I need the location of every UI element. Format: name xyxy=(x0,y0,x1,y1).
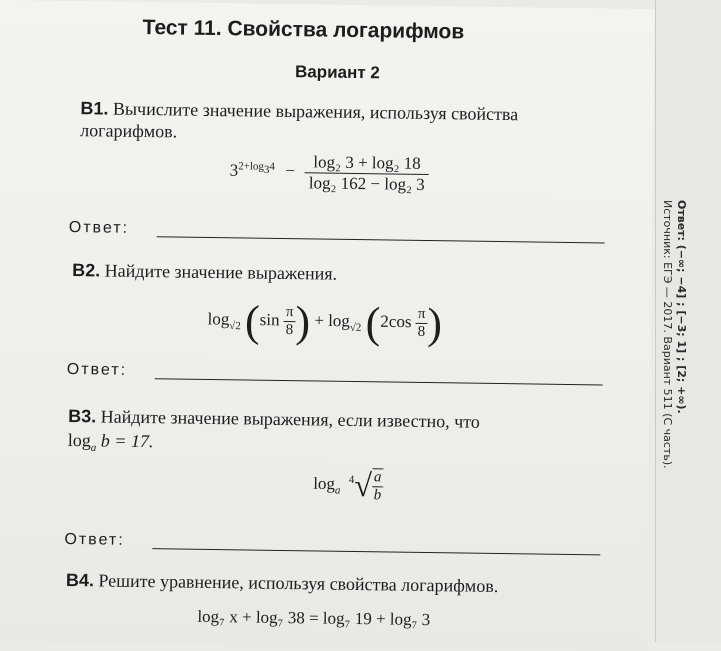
b2-log-1: log xyxy=(207,309,230,329)
side-note-source: Источник: ЕГЭ — 2017. Вариант 511 (С часть). xyxy=(661,200,674,469)
b3-given-log: log xyxy=(67,429,92,451)
task-b2-label: В2. xyxy=(72,260,101,281)
answer-field-b2[interactable] xyxy=(155,378,603,385)
task-b1-expression xyxy=(229,151,429,195)
b2-plus: + xyxy=(314,310,325,330)
task-b4-label: В4. xyxy=(65,569,95,591)
b3-a: a xyxy=(373,468,382,485)
answer-label-b1: Ответ: xyxy=(68,218,130,237)
b3-given-tail: b = 17. xyxy=(100,430,154,452)
b3-radical: √ xyxy=(353,466,373,504)
b1-exp-tail: 4 xyxy=(269,160,276,173)
b1-fraction xyxy=(305,152,429,195)
task-b3-statement: Найдите значение выражения, если известно, что xyxy=(100,406,481,432)
b3-radicand xyxy=(372,468,384,504)
b2-paren-close-2: ) xyxy=(426,299,443,349)
b2-eight-1: 8 xyxy=(285,322,294,339)
task-b2-text xyxy=(72,259,612,289)
b2-base-2: √2 xyxy=(349,321,362,334)
b2-pi-1: π xyxy=(284,304,296,322)
b2-sin: sin xyxy=(259,310,280,330)
b1-exp-sub: 3 xyxy=(263,163,270,176)
b3-log-base: a xyxy=(334,484,341,497)
b2-frac-2 xyxy=(416,306,428,341)
task-b3-given xyxy=(68,429,154,460)
task-b3-expression xyxy=(313,466,384,504)
task-b1-label: В1. xyxy=(80,98,109,119)
b3-given-sub: a xyxy=(90,441,97,454)
b1-minus: − xyxy=(285,161,295,181)
task-b1-statement: Вычислите значение выражения, используя свойства логарифмов. xyxy=(80,98,519,142)
task-b1-text xyxy=(80,97,601,148)
task-b4-statement: Решите уравнение, используя свойства логарифмов. xyxy=(98,570,499,597)
b2-paren-open-1: ( xyxy=(244,296,261,346)
b2-eight-2: 8 xyxy=(417,323,426,340)
side-note-answer: Ответ: (−∞; −4] ; [−3; 1] ; [2; +∞). xyxy=(675,200,688,414)
b1-exp: 2+log xyxy=(238,160,265,173)
answer-field-b1[interactable] xyxy=(157,236,605,243)
task-b2-statement: Найдите значение выражения. xyxy=(104,260,338,284)
b2-log-2: log xyxy=(328,311,351,331)
b2-paren-open-2: ( xyxy=(365,298,381,348)
page-title: Тест 11. Свойства логарифмов xyxy=(142,15,465,44)
task-b4-equation: log₇ x + log₇ 38 = log₇ 19 + log₇ 3 xyxy=(197,606,431,630)
variant-heading: Вариант 2 xyxy=(294,62,380,83)
answer-label-b3: Ответ: xyxy=(64,530,125,549)
task-b3-label: В3. xyxy=(68,405,97,427)
task-b4-text xyxy=(66,569,626,599)
b2-paren-close-1: ) xyxy=(295,297,311,347)
b1-numerator: log₂ 3 + log₂ 18 xyxy=(305,152,429,175)
b1-denominator: log₂ 162 − log₂ 3 xyxy=(308,173,425,194)
b2-frac-1 xyxy=(284,304,296,339)
b2-cos: 2cos xyxy=(380,311,412,332)
b2-base-1: √2 xyxy=(229,320,241,333)
answer-label-b2: Ответ: xyxy=(66,360,128,379)
b3-root-index: 4 xyxy=(348,473,355,486)
b3-log: log xyxy=(313,473,336,494)
b1-base: 3 xyxy=(229,160,239,180)
task-b2-expression xyxy=(207,295,442,349)
answer-field-b3[interactable] xyxy=(152,548,600,555)
b2-pi-2: π xyxy=(416,306,428,324)
b3-b: b xyxy=(373,486,382,503)
